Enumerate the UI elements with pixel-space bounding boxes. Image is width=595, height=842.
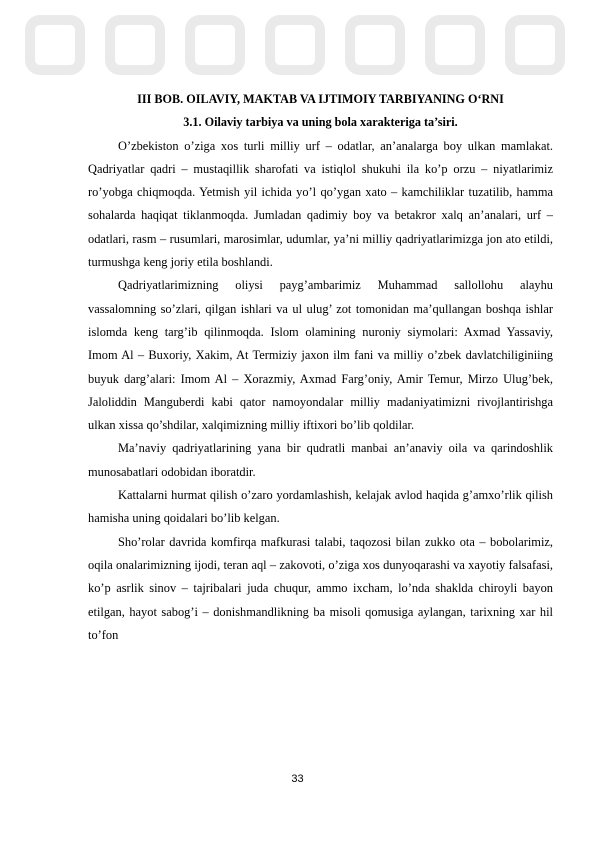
paragraph-5: Sho’rolar davrida komfirqa mafkurasi talabi, taqozosi bilan zukko ota – bobolarimiz, oqila onalarimizning ijodi, teran aql – zakovoti, o’ziga xos dunyoqarashi va xayotiy falsafasi, ko’p asrlik sinov – tajribalari juda chuqur, ammo ixcham, lo’nda shaklda chiroyli bayon etilgan, hayot sabog’i – donishmandlikning ba misoli qomusiga aylangan, tarixning xar hil to’fon <box>88 534 553 642</box>
paragraph-3: Ma’naviy qadriyatlarining yana bir qudratli manbai an’anaviy oila va qarindoshlik munosabatlari odobidan iboratdir. <box>88 441 553 479</box>
paragraph-2: Qadriyatlarimizning oliysi payg’ambarimiz Muhammad sallollohu alayhu vassalomning so’zlari, qilgan ishlari va ul ulug’ zot tomonidan ma’qullangan boshqa ishlar islomda keng targ’ib qilinmoqda. Islom olamining nuroniy siymolari: Axmad Yassaviy, Imom Al – Buxoriy, Xakim, At Termiziy jaxon ilm fani va milliy o’zbek davlatchiliginiing buyuk darg’alari: Imom Al – Xorazmiy, Axmad Farg’oniy, Amir Temur, Mirzo Ulug’bek, Jaloliddin Manguberdi kabi qator namoyondalar milliy madaniyatimizni rivojlantirishga ulkan xissa qo’shdilar, xalqimizning milliy iftixori bo’lib qoldilar. <box>88 278 553 433</box>
page-number: 33 <box>291 773 304 785</box>
watermark-logo <box>0 0 595 90</box>
paragraph-1: O’zbekiston o’ziga xos turli milliy urf – odatlar, an’analarga boy ulkan mamlakat. Qadriyatlar qadri – mustaqillik sharofati va istiqlol shukuhi ila ko’p orzu – niyatlarimiz ro’yobga chiqmoqda. Yetmish yil ichida yo’l qo’ygan xato – kamchiliklar tuzatilib, hamma sohalarda haqiqat tiklanmoqda. Jumladan qadimiy boy va betakror xalq an’analari, urf – odatlari, rasm – rusumlari, marosimlar, udumlar, ya’ni milliy qadriyatlarimizga jon ato etildi, turmushga keng joriy etila boshlandi. <box>88 138 553 270</box>
section-heading: 3.1. Oilaviy tarbiya va uning bola xarakteriga ta’siri. <box>183 115 458 130</box>
chapter-heading: III BOB. OILAVIY, MAKTAB VA IJTIMOIY TARBIYANING O‘RNI <box>137 92 504 106</box>
paragraph-4: Kattalarni hurmat qilish o’zaro yordamlashish, kelajak avlod haqida g’amxo’rlik qilish hamisha uning qoidalari bo’lib kelgan. <box>88 488 553 526</box>
document-body <box>88 88 553 647</box>
